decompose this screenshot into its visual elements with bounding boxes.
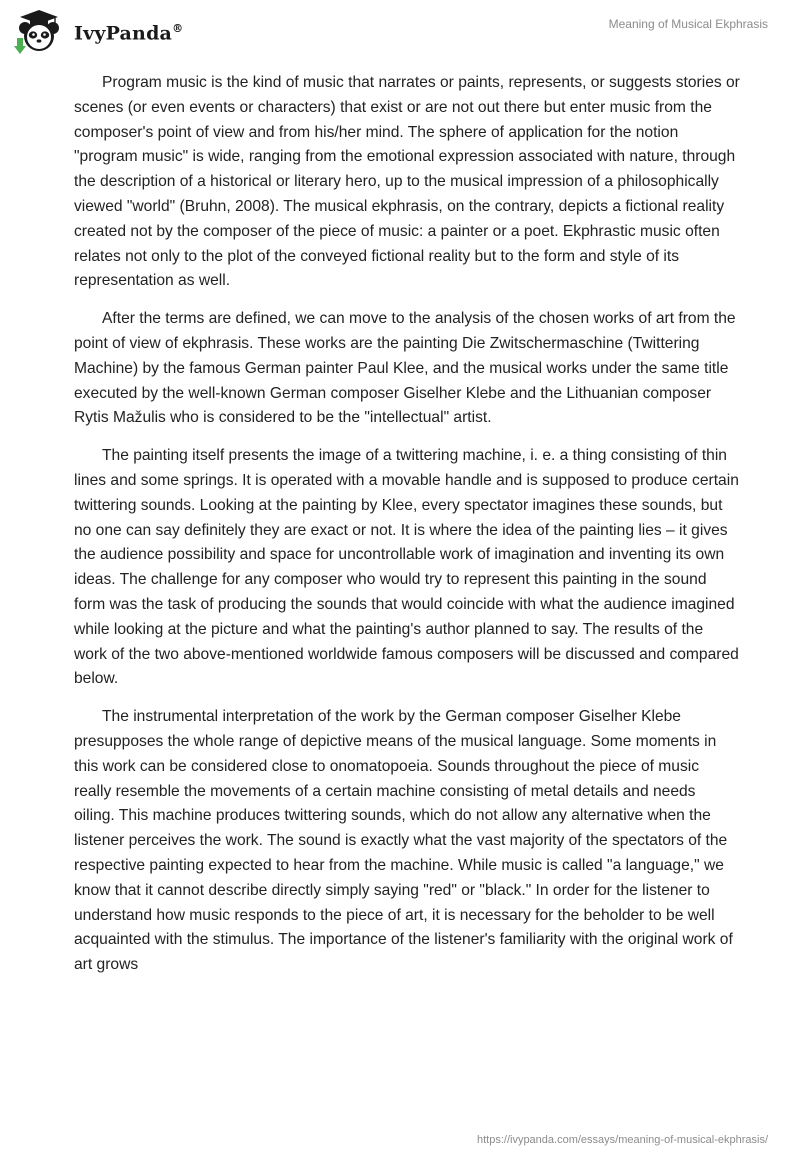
source-url[interactable]: https://ivypanda.com/essays/meaning-of-musical-ekphrasis/: [476, 1134, 768, 1146]
essay-paragraph: The instrumental interpretation of the work by the German composer Giselher Klebe presupposes the whole range of depictive means of the musical language. Some moments in this work can be considered close to onomatopoeia. Sounds throughout the piece of music really resemble the movements of a certain machine consisting of metal details and needs oiling. This machine produces twittering sounds, which do not allow any alternative when the listener perceives the work. The sound is exactly what the vast majority of the spectators of the respective painting expected to hear from the machine. While music is called "a language," we know that it cannot describe directly simply saying "red" or "black." In order for the listener to understand how music responds to the piece of art, it is necessary for the beholder to be well acquainted with the stimulus. The importance of the listener's familiarity with the original work of art grows: [74, 708, 733, 974]
page-header: [0, 0, 800, 60]
essay-paragraph: Program music is the kind of music that narrates or paints, represents, or suggests stories or scenes (or even events or characters) that exist or are not out there but enter music from the composer's point of view and from his/her mind. The sphere of application for the notion "program music" is wide, ranging from the emotional expression associated with nature, through the description of a historical or literary hero, up to the musical impression of a philosophically viewed "world" (Bruhn, 2008). The musical ekphrasis, on the contrary, depicts a fictional reality created not by the composer of the piece of music: a painter or a poet. Ekphrastic music often relates not only to the plot of the conveyed fictional reality but to the form and style of its representation as well.: [74, 74, 740, 290]
brand-name: IvyPanda®: [74, 21, 184, 45]
document-title: Meaning of Musical Ekphrasis: [608, 17, 768, 31]
panda-graduate-icon: [14, 8, 64, 56]
essay-paragraph: The painting itself presents the image of a twittering machine, i. e. a thing consisting of thin lines and some springs. It is operated with a movable handle and is supposed to produce certain twittering sounds. Looking at the painting by Klee, every spectator imagines these sounds, but no one can say definitely they are exact or not. It is where the idea of the painting lies – it gives the audience possibility and space for uncontrollable work of imagination and inventing its own ideas. The challenge for any composer who would try to represent this painting in the sound form was the task of producing the sounds that would coincide with what the audience imagined while looking at the picture and what the painting's author planned to say. The results of the work of the two above-mentioned worldwide famous composers will be discussed and compared below.: [74, 447, 739, 688]
essay-content: [74, 71, 740, 991]
essay-paragraph: After the terms are defined, we can move to the analysis of the chosen works of art from the point of view of ekphrasis. These works are the painting Die Zwitschermaschine (Twittering Machine) by the famous German painter Paul Klee, and the musical works under the same title executed by the well-known German composer Giselher Klebe and the Lithuanian composer Rytis Mažulis who is considered to be the "intellectual" artist.: [74, 310, 736, 427]
ivypanda-logo[interactable]: [14, 8, 183, 56]
registered-mark: ®: [172, 21, 184, 35]
